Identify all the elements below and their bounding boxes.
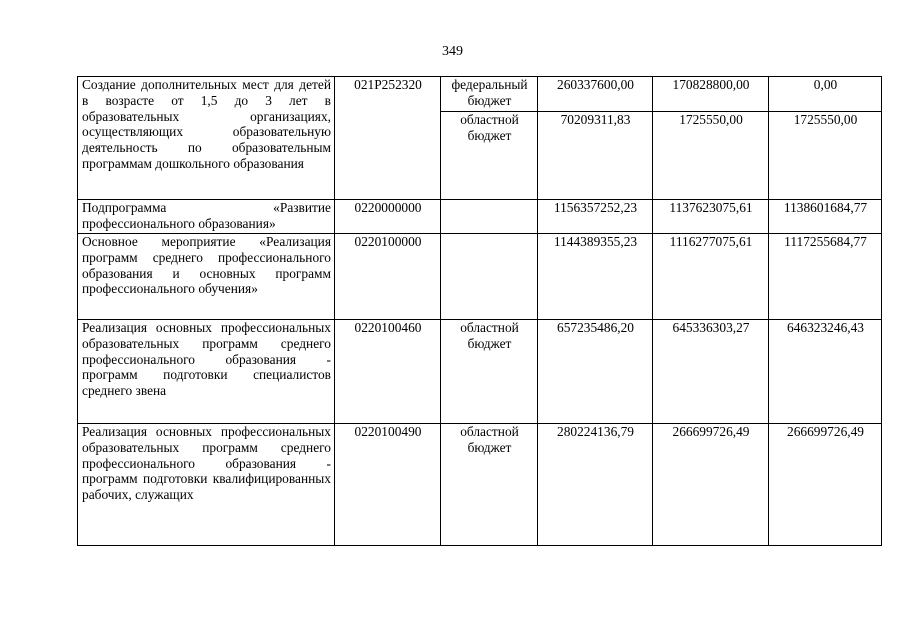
row-name: Реализация основных профессиональных образовательных программ среднего профессионального образования - программ подготовки квалифицированных рабочих, служащих [78,424,335,546]
row-year1: 280224136,79 [538,424,653,546]
row-year3: 1117255684,77 [769,234,882,320]
row-year2: 170828800,00 [653,77,769,112]
row-year3: 1725550,00 [769,112,882,200]
row-source: областной бюджет [441,424,538,546]
row-name: Реализация основных профессиональных образовательных программ среднего профессионального образования - программ подготовки специалистов среднего звена [78,320,335,424]
row-year1: 657235486,20 [538,320,653,424]
row-year3: 1138601684,77 [769,200,882,234]
row-code: 0220100460 [335,320,441,424]
row-year1: 70209311,83 [538,112,653,200]
table-row [78,320,882,424]
row-name: Создание дополнительных мест для детей в возрасте от 1,5 до 3 лет в образовательных организациях, осуществляющих образовательную деятельность по образовательным программам дошкольного образования [78,77,335,200]
budget-table [77,76,882,546]
row-year3: 266699726,49 [769,424,882,546]
row-source [441,200,538,234]
row-year2: 1725550,00 [653,112,769,200]
row-year1: 1144389355,23 [538,234,653,320]
row-source: федеральный бюджет [441,77,538,112]
row-name: Основное мероприятие «Реализация программ среднего профессионального образования и основных программ профессионального обучения» [78,234,335,320]
row-source [441,234,538,320]
row-year1: 260337600,00 [538,77,653,112]
page-number: 349 [442,44,463,59]
row-code: 021P252320 [335,77,441,200]
table-row [78,200,882,234]
row-year3: 0,00 [769,77,882,112]
row-year2: 1116277075,61 [653,234,769,320]
row-source: областной бюджет [441,112,538,200]
row-code: 0220100000 [335,234,441,320]
row-code: 0220100490 [335,424,441,546]
row-source: областной бюджет [441,320,538,424]
table-row [78,424,882,546]
row-year1: 1156357252,23 [538,200,653,234]
row-name: Подпрограмма «Развитие профессионального образования» [78,200,335,234]
row-year2: 1137623075,61 [653,200,769,234]
row-year2: 266699726,49 [653,424,769,546]
row-year3: 646323246,43 [769,320,882,424]
table-row [78,234,882,320]
row-year2: 645336303,27 [653,320,769,424]
row-code: 0220000000 [335,200,441,234]
table-row [78,77,882,112]
